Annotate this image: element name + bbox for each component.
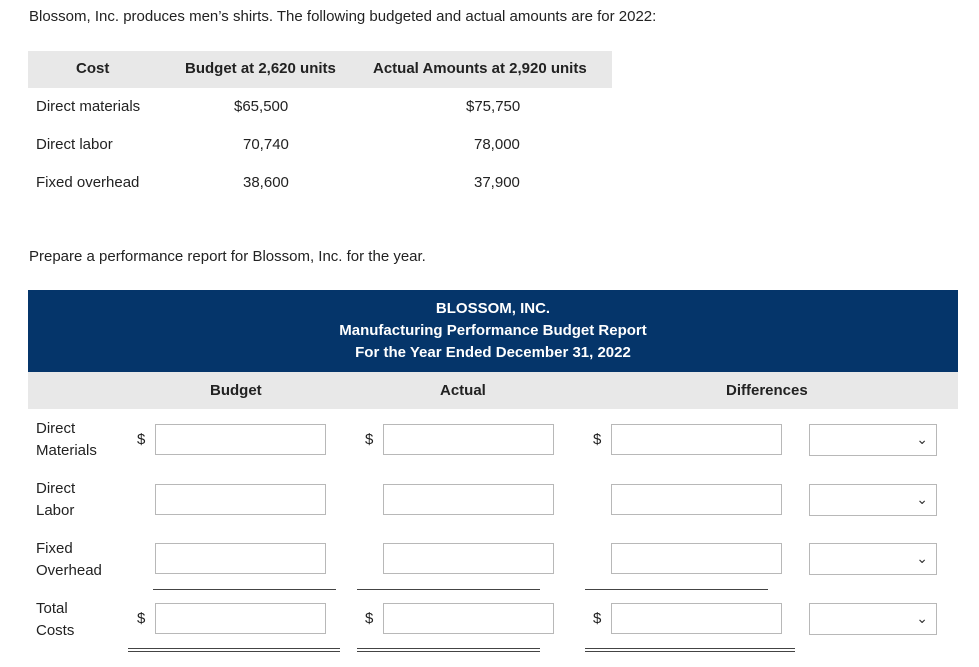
dollar-sign: $ — [137, 431, 146, 448]
row-label-direct-labor — [36, 478, 75, 522]
given-header-budget: Budget at 2,620 units — [185, 60, 336, 77]
total-double-rule — [585, 648, 795, 649]
subtotal-rule — [585, 589, 768, 590]
chevron-down-icon: ⌄ — [916, 431, 928, 447]
total-costs-favorable-select[interactable] — [809, 603, 937, 635]
total-costs-difference-input[interactable] — [611, 603, 782, 634]
given-row-budget: $65,500 — [234, 98, 289, 115]
row-label-total-costs — [36, 598, 74, 642]
chevron-down-icon: ⌄ — [916, 550, 928, 566]
given-row-label: Direct materials — [36, 98, 141, 115]
report-period: For the Year Ended December 31, 2022 — [355, 344, 631, 361]
total-costs-actual-input[interactable] — [383, 603, 554, 634]
given-row-label: Direct labor — [36, 136, 113, 153]
direct-materials-difference-input[interactable] — [611, 424, 782, 455]
given-row-actual: 78,000 — [474, 136, 520, 153]
direct-labor-difference-input[interactable] — [611, 484, 782, 515]
total-double-rule — [585, 651, 795, 652]
chevron-down-icon: ⌄ — [916, 491, 928, 507]
given-row-actual: 37,900 — [474, 174, 520, 191]
report-column-header — [28, 372, 958, 409]
dollar-sign: $ — [137, 610, 146, 627]
given-row-actual: $75,750 — [466, 98, 521, 115]
given-row-label: Fixed overhead — [36, 174, 140, 191]
total-double-rule — [128, 648, 340, 649]
report-banner — [28, 290, 958, 372]
direct-labor-favorable-select[interactable] — [809, 484, 937, 516]
report-company: BLOSSOM, INC. — [435, 300, 551, 317]
dollar-sign: $ — [365, 431, 374, 448]
column-differences: Differences — [726, 382, 808, 399]
row-label-line: Materials — [36, 442, 97, 459]
dollar-sign: $ — [593, 610, 602, 627]
given-row-budget: 70,740 — [243, 136, 289, 153]
row-label-line: Direct — [36, 480, 76, 497]
intro-text: Blossom, Inc. produces men’s shirts. The following budgeted and actual amounts are for 2022: — [29, 8, 657, 25]
subtotal-rule — [357, 589, 540, 590]
subtotal-rule — [153, 589, 336, 590]
column-actual: Actual — [440, 382, 486, 399]
direct-materials-actual-input[interactable] — [383, 424, 554, 455]
chevron-down-icon: ⌄ — [916, 610, 928, 626]
row-label-fixed-overhead — [36, 538, 102, 582]
fixed-overhead-difference-input[interactable] — [611, 543, 782, 574]
fixed-overhead-favorable-select[interactable] — [809, 543, 937, 575]
total-double-rule — [357, 648, 540, 649]
direct-materials-budget-input[interactable] — [155, 424, 326, 455]
direct-labor-actual-input[interactable] — [383, 484, 554, 515]
dollar-sign: $ — [365, 610, 374, 627]
total-double-rule — [357, 651, 540, 652]
prompt-text: Prepare a performance report for Blossom, Inc. for the year. — [29, 248, 426, 265]
fixed-overhead-actual-input[interactable] — [383, 543, 554, 574]
report-title: Manufacturing Performance Budget Report — [339, 322, 647, 339]
total-double-rule — [128, 651, 340, 652]
row-label-line: Fixed — [36, 540, 73, 557]
column-budget: Budget — [210, 382, 262, 399]
row-label-direct-materials — [36, 418, 97, 462]
row-label-line: Overhead — [36, 562, 102, 579]
direct-labor-budget-input[interactable] — [155, 484, 326, 515]
given-header-actual: Actual Amounts at 2,920 units — [373, 60, 587, 77]
dollar-sign: $ — [593, 431, 602, 448]
row-label-line: Costs — [36, 622, 75, 639]
given-row-budget: 38,600 — [243, 174, 289, 191]
direct-materials-favorable-select[interactable] — [809, 424, 937, 456]
fixed-overhead-budget-input[interactable] — [155, 543, 326, 574]
row-label-line: Direct — [36, 420, 76, 437]
total-costs-budget-input[interactable] — [155, 603, 326, 634]
row-label-line: Labor — [36, 502, 75, 519]
row-label-line: Total — [36, 600, 68, 617]
given-header-cost: Cost — [76, 60, 110, 77]
